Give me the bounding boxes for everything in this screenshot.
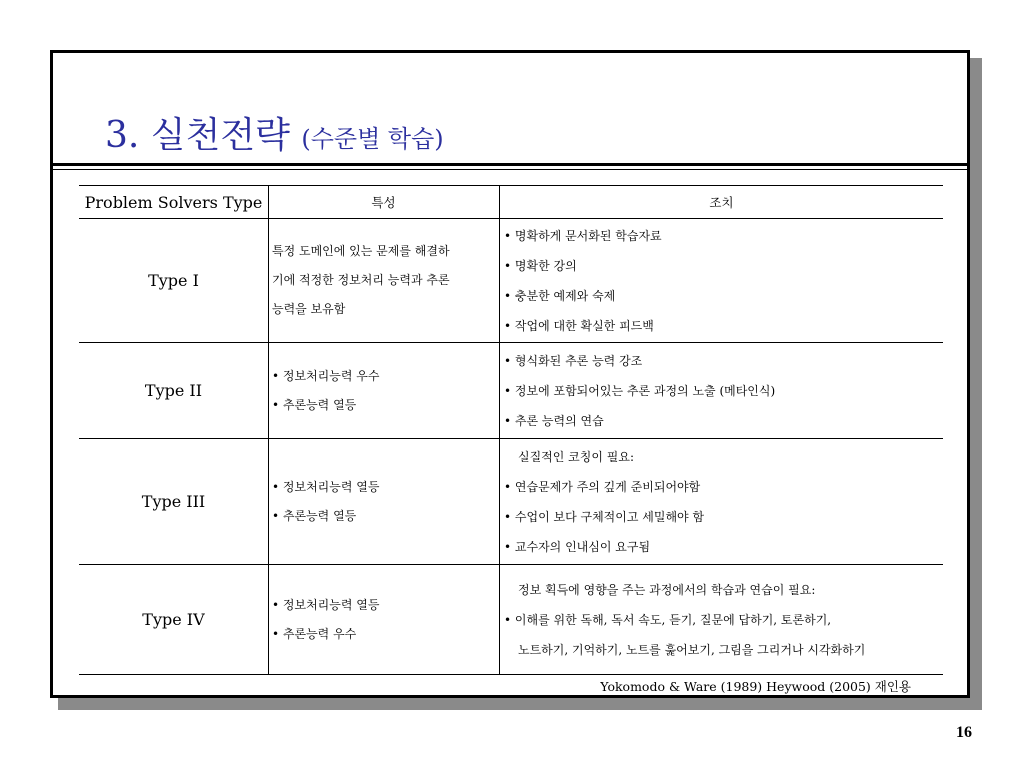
table-row [79,439,943,565]
trait-line: • 정보처리능력 열등 [272,597,380,612]
action-line: • 추론 능력의 연습 [504,413,604,428]
trait-line: • 정보처리능력 우수 [272,368,380,383]
trait-line: • 추론능력 열등 [272,508,357,523]
traits-cell [269,343,500,439]
slide-title [105,107,444,158]
title-main: 3. 실천전략 [105,115,302,156]
title-rule-thick [53,163,967,166]
action-line: • 정보에 포함되어있는 추론 과정의 노출 (메타인식) [504,383,776,398]
action-line: • 명확한 강의 [504,258,577,273]
trait-line: 특정 도메인에 있는 문제를 해결하 [272,244,450,258]
slide-frame [50,50,970,698]
action-line: 실질적인 코칭이 필요: [518,449,635,464]
trait-line: 기에 적정한 정보처리 능력과 추론 [272,273,450,287]
table-row [79,219,943,343]
trait-line: • 정보처리능력 열등 [272,479,380,494]
source-citation: Yokomodo & Ware (1989) Heywood (2005) 재인용 [600,679,911,694]
traits-cell [269,565,500,675]
title-sub: (수준별 학습) [301,125,444,153]
action-line: • 연습문제가 주의 깊게 준비되어야함 [504,479,701,494]
trait-line: • 추론능력 우수 [272,626,357,641]
table-header-row [79,186,943,219]
action-line: • 작업에 대한 확실한 피드백 [504,318,654,333]
actions-cell [500,565,944,675]
table-row [79,343,943,439]
header-actions: 조치 [500,186,944,219]
trait-line: • 추론능력 열등 [272,397,357,412]
type-cell: Type II [79,343,269,439]
action-line: • 수업이 보다 구체적이고 세밀해야 함 [504,509,705,524]
type-cell: Type IV [79,565,269,675]
action-line: • 형식화된 추론 능력 강조 [504,353,643,368]
title-rule-thin [53,169,967,170]
type-cell: Type III [79,439,269,565]
action-line: • 충분한 예제와 숙제 [504,288,616,303]
action-line: • 교수자의 인내심이 요구됨 [504,539,651,554]
actions-cell [500,219,944,343]
action-line: • 이해를 위한 독해, 독서 속도, 듣기, 질문에 답하기, 토론하기, [504,612,832,627]
strategy-table [79,185,943,675]
header-type: Problem Solvers Type [79,186,269,219]
type-cell: Type I [79,219,269,343]
action-line: 노트하기, 기억하기, 노트를 훑어보기, 그림을 그리거나 시각화하기 [518,642,866,657]
table-bottom-rule [79,674,943,675]
action-line: • 명확하게 문서화된 학습자료 [504,228,662,243]
actions-cell [500,439,944,565]
table-row [79,565,943,675]
action-line: 정보 획득에 영향을 주는 과정에서의 학습과 연습이 필요: [518,582,816,597]
actions-cell [500,343,944,439]
header-traits: 특성 [269,186,500,219]
traits-cell [269,439,500,565]
page-number: 16 [956,724,972,741]
trait-line: 능력을 보유함 [272,302,346,316]
traits-cell [269,219,500,343]
